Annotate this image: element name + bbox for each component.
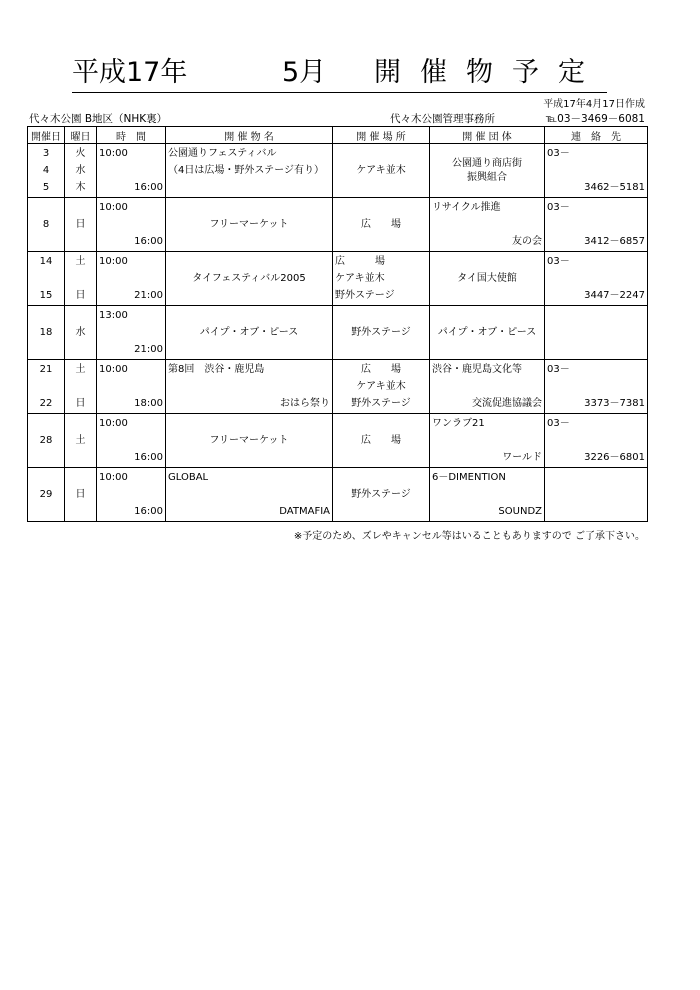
- event-name: DATMAFIA: [279, 506, 330, 517]
- event-cell: [166, 360, 333, 414]
- date-cell: [28, 414, 65, 468]
- event-name: タイフェスティバル2005: [192, 273, 306, 284]
- contact-number: 3462－5181: [584, 182, 645, 193]
- created-date: 平成17年4月17日作成: [543, 99, 645, 110]
- date-cell: [28, 360, 65, 414]
- column-header-time: 時 間: [97, 127, 166, 144]
- end-time: 16:00: [134, 236, 163, 247]
- date-value: 4: [42, 165, 50, 176]
- end-time: 18:00: [134, 398, 163, 409]
- date-cell: [28, 198, 65, 252]
- time-cell: [97, 360, 166, 414]
- venue-name: 野外ステージ: [335, 290, 395, 301]
- date-cell: [28, 252, 65, 306]
- organizer-cell: [430, 144, 545, 198]
- venue-name: ケアキ並木: [356, 165, 406, 176]
- weekday-value: 土: [75, 364, 86, 375]
- date-value: 22: [39, 398, 53, 409]
- event-cell: [166, 414, 333, 468]
- organizer-name: 渋谷・鹿児島文化等: [432, 364, 522, 375]
- weekday-value: 水: [75, 327, 86, 338]
- weekday-cell: [65, 198, 97, 252]
- event-cell: [166, 198, 333, 252]
- event-name: おはら祭り: [280, 398, 330, 409]
- table-row: [28, 468, 648, 522]
- table-header-row: [28, 127, 648, 144]
- contact-number: [547, 342, 645, 358]
- end-time: 21:00: [134, 344, 163, 355]
- contact-number: 3226－6801: [584, 452, 645, 463]
- date-value: 8: [42, 219, 50, 230]
- weekday-value: 日: [75, 398, 86, 409]
- event-name: フリーマーケット: [209, 219, 289, 230]
- organizer-cell: [430, 306, 545, 360]
- contact-prefix: 03－: [547, 256, 570, 267]
- contact-cell: [545, 360, 648, 414]
- office-phone: ℡03－3469－6081: [545, 113, 645, 125]
- venue-name: 広 場: [361, 435, 401, 446]
- weekday-cell: [65, 414, 97, 468]
- contact-cell: [545, 252, 648, 306]
- venue-cell: [333, 252, 430, 306]
- date-value: 21: [39, 364, 53, 375]
- contact-number: 3447－2247: [584, 290, 645, 301]
- event-note: （4日は広場・野外ステージ有り）: [168, 165, 324, 176]
- contact-number: 3412－6857: [584, 236, 645, 247]
- venue-cell: [333, 198, 430, 252]
- organizer-cell: [430, 198, 545, 252]
- table-row: [28, 414, 648, 468]
- time-cell: [97, 468, 166, 522]
- contact-prefix: [547, 470, 645, 486]
- time-cell: [97, 414, 166, 468]
- date-value: 15: [39, 290, 53, 301]
- weekday-cell: [65, 468, 97, 522]
- title-heading: 開催物予定: [374, 57, 604, 88]
- column-header-contact: 連 絡 先: [545, 127, 648, 144]
- title-era: 平成17年: [72, 57, 188, 88]
- organizer-name: 交流促進協議会: [472, 398, 542, 409]
- weekday-cell: [65, 252, 97, 306]
- park-location: 代々木公園 B地区（NHK裏）: [29, 113, 168, 125]
- organizer-name: 振興組合: [467, 171, 507, 183]
- table-row: [28, 360, 648, 414]
- weekday-cell: [65, 306, 97, 360]
- time-cell: [97, 306, 166, 360]
- column-header-date: 開催日: [28, 127, 65, 144]
- weekday-value: 水: [75, 165, 86, 176]
- date-value: 29: [39, 489, 53, 500]
- event-name: 第8回 渋谷・鹿児島: [168, 364, 265, 375]
- contact-cell: [545, 306, 648, 360]
- start-time: 10:00: [99, 202, 128, 213]
- venue-name: 広 場: [335, 256, 385, 267]
- weekday-cell: [65, 144, 97, 198]
- venue-cell: [333, 306, 430, 360]
- end-time: 16:00: [134, 506, 163, 517]
- venue-name: 野外ステージ: [351, 489, 411, 500]
- weekday-value: 木: [75, 182, 86, 193]
- title-month: 5月: [282, 57, 327, 88]
- contact-prefix: [547, 308, 645, 324]
- venue-name: 広 場: [361, 219, 401, 230]
- management-office: 代々木公園管理事務所: [390, 113, 495, 125]
- venue-name: 野外ステージ: [351, 327, 411, 338]
- end-time: 16:00: [134, 452, 163, 463]
- table-row: [28, 198, 648, 252]
- weekday-value: 日: [75, 290, 86, 301]
- weekday-cell: [65, 360, 97, 414]
- document-title: [72, 56, 607, 93]
- contact-prefix: 03－: [547, 148, 570, 159]
- organizer-cell: [430, 414, 545, 468]
- event-schedule-table: [27, 126, 648, 522]
- venue-name: ケアキ並木: [335, 273, 385, 284]
- event-cell: [166, 252, 333, 306]
- organizer-cell: [430, 360, 545, 414]
- venue-cell: [333, 414, 430, 468]
- date-value: 14: [39, 256, 53, 267]
- start-time: 10:00: [99, 418, 128, 429]
- disclaimer-note: ※予定のため、ズレやキャンセル等はいることもありますので ご了承下さい。: [293, 531, 645, 542]
- contact-prefix: 03－: [547, 364, 570, 375]
- contact-number: [547, 504, 645, 520]
- venue-name: ケアキ並木: [356, 381, 406, 392]
- date-value: 3: [42, 148, 50, 159]
- contact-prefix: 03－: [547, 202, 570, 213]
- organizer-name: SOUNDZ: [498, 506, 542, 517]
- contact-cell: [545, 198, 648, 252]
- weekday-value: 日: [75, 219, 86, 230]
- event-name: 公園通りフェスティバル: [168, 148, 277, 159]
- organizer-name: 6－DIMENTION: [432, 472, 506, 483]
- column-header-organizer: 開 催 団 体: [430, 127, 545, 144]
- contact-cell: [545, 144, 648, 198]
- event-name: GLOBAL: [168, 472, 209, 483]
- contact-prefix: 03－: [547, 418, 570, 429]
- date-cell: [28, 306, 65, 360]
- end-time: 21:00: [134, 290, 163, 301]
- venue-cell: [333, 144, 430, 198]
- organizer-name: リサイクル推進: [432, 202, 501, 213]
- venue-cell: [333, 468, 430, 522]
- start-time: 13:00: [99, 310, 128, 321]
- event-cell: [166, 306, 333, 360]
- organizer-name: タイ国大使館: [457, 273, 517, 284]
- date-value: 18: [39, 327, 53, 338]
- event-name: フリーマーケット: [209, 435, 289, 446]
- start-time: 10:00: [99, 148, 128, 159]
- event-cell: [166, 468, 333, 522]
- time-cell: [97, 198, 166, 252]
- weekday-value: 土: [75, 256, 86, 267]
- column-header-weekday: 曜日: [65, 127, 97, 144]
- organizer-name: 公園通り商店街: [452, 157, 522, 169]
- event-cell: [166, 144, 333, 198]
- start-time: 10:00: [99, 256, 128, 267]
- column-header-venue: 開 催 場 所: [333, 127, 430, 144]
- start-time: 10:00: [99, 472, 128, 483]
- venue-name: 野外ステージ: [351, 398, 411, 409]
- time-cell: [97, 252, 166, 306]
- organizer-cell: [430, 252, 545, 306]
- weekday-value: 日: [75, 489, 86, 500]
- contact-cell: [545, 414, 648, 468]
- venue-cell: [333, 360, 430, 414]
- table-row: [28, 306, 648, 360]
- column-header-event: 開 催 物 名: [166, 127, 333, 144]
- date-value: 28: [39, 435, 53, 446]
- organizer-name: パイプ・オブ・ピース: [437, 327, 537, 338]
- weekday-value: 火: [75, 148, 86, 159]
- venue-name: 広 場: [361, 364, 401, 375]
- table-row: [28, 252, 648, 306]
- end-time: 16:00: [134, 182, 163, 193]
- date-value: 5: [42, 182, 50, 193]
- weekday-value: 土: [75, 435, 86, 446]
- organizer-cell: [430, 468, 545, 522]
- table-row: [28, 144, 648, 198]
- contact-cell: [545, 468, 648, 522]
- time-cell: [97, 144, 166, 198]
- organizer-name: ワンラブ21: [432, 418, 485, 429]
- organizer-name: 友の会: [512, 236, 542, 247]
- date-cell: [28, 468, 65, 522]
- organizer-name: ワールド: [502, 452, 542, 463]
- event-name: パイプ・オブ・ピース: [199, 327, 299, 338]
- date-cell: [28, 144, 65, 198]
- start-time: 10:00: [99, 364, 128, 375]
- contact-number: 3373－7381: [584, 398, 645, 409]
